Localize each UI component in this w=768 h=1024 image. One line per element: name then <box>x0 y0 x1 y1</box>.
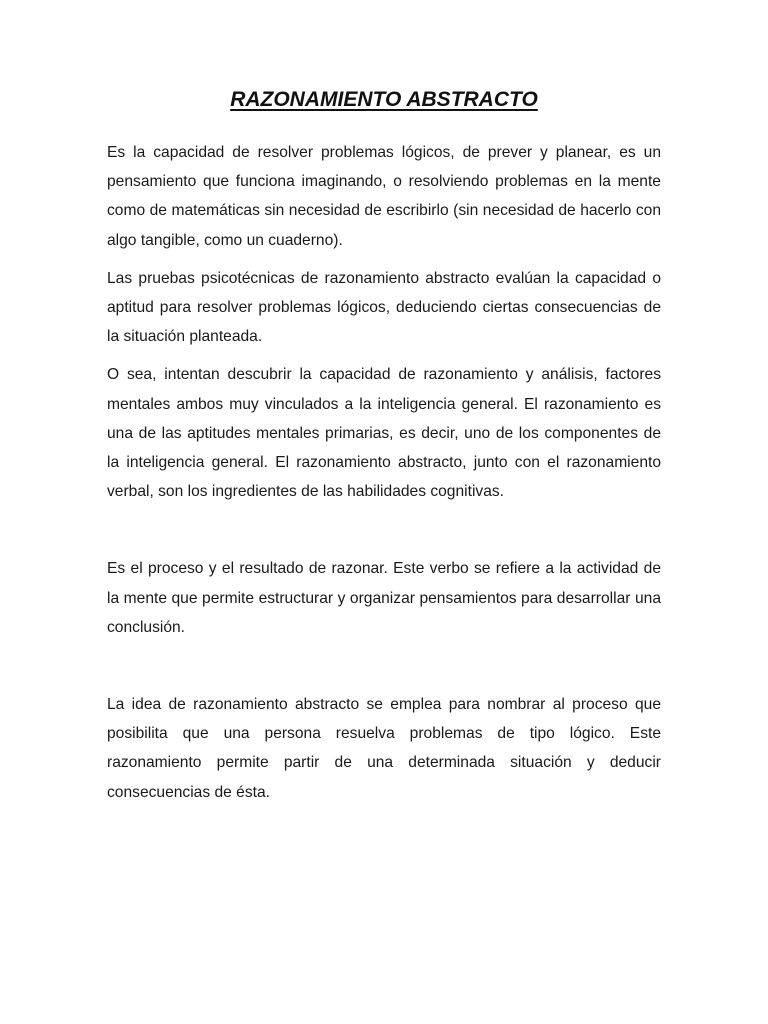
document-title: RAZONAMIENTO ABSTRACTO <box>230 88 538 111</box>
document-body <box>107 138 661 807</box>
paragraph-abstract-reasoning-idea: La idea de razonamiento abstracto se emplea para nombrar al proceso que posibilita que una persona resuelva problemas de tipo lógico. Este razonamiento permite partir de una determinada situación y deducir consecuencias de ésta. <box>107 696 661 801</box>
paragraph-psychotechnical-tests: Las pruebas psicotécnicas de razonamiento abstracto evalúan la capacidad o aptitud para resolver problemas lógicos, deduciendo ciertas consecuencias de la situación planteada. <box>107 269 661 346</box>
paragraph-general-intelligence: O sea, intentan descubrir la capacidad de razonamiento y análisis, factores mentales ambos muy vinculados a la inteligencia general. El razonamiento es una de las aptitudes mentales primarias, es decir, uno de los componentes de la inteligencia general. El razonamiento abstracto, junto con el razonamiento verbal, son los ingredientes de las habilidades cognitivas. <box>107 366 661 501</box>
paragraph-definition: Es la capacidad de resolver problemas lógicos, de prever y planear, es un pensamiento que funciona imaginando, o resolviendo problemas en la mente como de matemáticas sin necesidad de escribirlo (sin necesidad de hacerlo con algo tangible, como un cuaderno). <box>107 144 661 249</box>
paragraph-reasoning-process: Es el proceso y el resultado de razonar. Este verbo se refiere a la actividad de la mente que permite estructurar y organizar pensamientos para desarrollar una conclusión. <box>107 560 661 636</box>
